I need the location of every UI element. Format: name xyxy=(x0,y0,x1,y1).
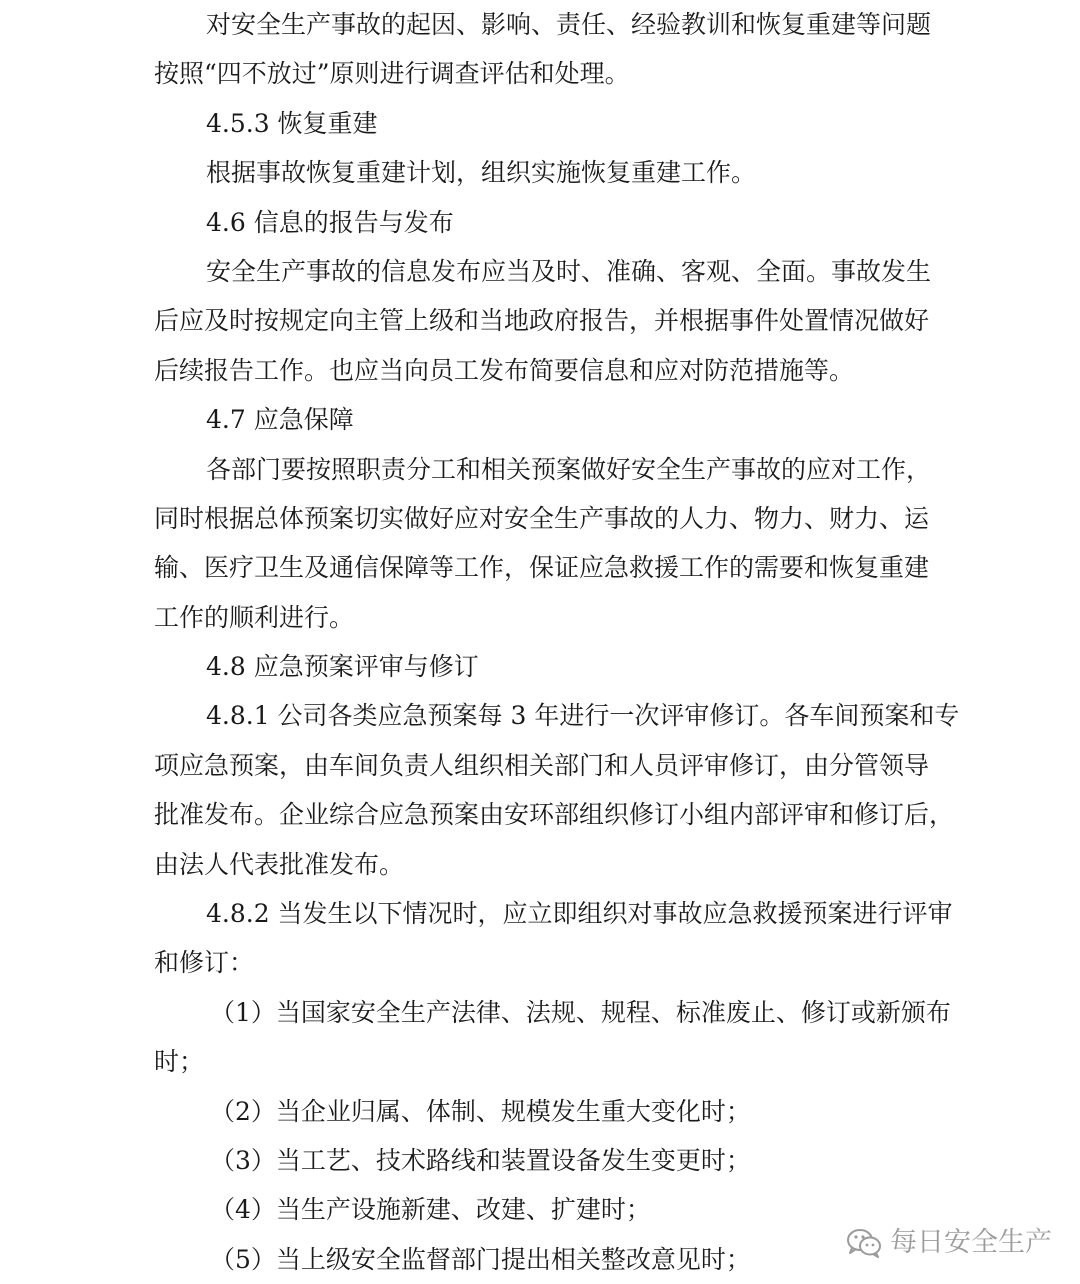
wechat-icon xyxy=(846,1227,882,1259)
section-heading-4-6: 4.6 信息的报告与发布 xyxy=(206,207,454,237)
section-heading-4-5-3: 4.5.3 恢复重建 xyxy=(206,108,378,138)
paragraph-line: 按照“四不放过”原则进行调查评估和处理。 xyxy=(154,59,630,89)
paragraph-line: 工作的顺利进行。 xyxy=(154,602,355,632)
paragraph-line: 后续报告工作。也应当向员工发布简要信息和应对防范措施等。 xyxy=(154,355,855,385)
paragraph-line: 后应及时按规定向主管上级和当地政府报告，并根据事件处置情况做好 xyxy=(154,306,930,336)
watermark xyxy=(846,1227,1052,1259)
list-item: （2）当企业归属、体制、规模发生重大变化时； xyxy=(210,1096,751,1126)
list-item-continuation: 时； xyxy=(154,1047,205,1077)
section-heading-4-8: 4.8 应急预案评审与修订 xyxy=(206,652,479,682)
paragraph-line: 和修订： xyxy=(154,948,255,978)
paragraph-line: 安全生产事故的信息发布应当及时、准确、客观、全面。事故发生 xyxy=(206,256,932,286)
list-item: （5）当上级安全监督部门提出相关整改意见时； xyxy=(210,1244,751,1274)
paragraph-line: 4.8.1 公司各类应急预案每 3 年进行一次评审修订。各车间预案和专 xyxy=(206,701,960,731)
list-item: （3）当工艺、技术路线和装置设备发生变更时； xyxy=(210,1145,751,1175)
paragraph-line: 同时根据总体预案切实做好应对安全生产事故的人力、物力、财力、运 xyxy=(154,503,930,533)
list-item: （4）当生产设施新建、改建、扩建时； xyxy=(210,1195,651,1225)
document-body xyxy=(154,0,960,1284)
paragraph-line: 由法人代表批准发布。 xyxy=(154,849,405,879)
list-item: （1）当国家安全生产法律、法规、规程、标准废止、修订或新颁布 xyxy=(210,997,951,1027)
paragraph-line: 批准发布。企业综合应急预案由安环部组织修订小组内部评审和修订后， xyxy=(154,800,955,830)
paragraph-line: 根据事故恢复重建计划，组织实施恢复重建工作。 xyxy=(206,158,757,188)
watermark-text: 每日安全生产 xyxy=(890,1227,1052,1258)
paragraph-line: 项应急预案，由车间负责人组织相关部门和人员评审修订，由分管领导 xyxy=(154,750,930,780)
paragraph-line: 各部门要按照职责分工和相关预案做好安全生产事故的应对工作， xyxy=(206,454,932,484)
paragraph-line: 对安全生产事故的起因、影响、责任、经验教训和恢复重建等问题 xyxy=(206,10,932,39)
section-heading-4-7: 4.7 应急保障 xyxy=(206,405,354,435)
paragraph-line: 输、医疗卫生及通信保障等工作，保证应急救援工作的需要和恢复重建 xyxy=(154,553,930,583)
paragraph-line: 4.8.2 当发生以下情况时，应立即组织对事故应急救援预案进行评审 xyxy=(206,899,953,929)
